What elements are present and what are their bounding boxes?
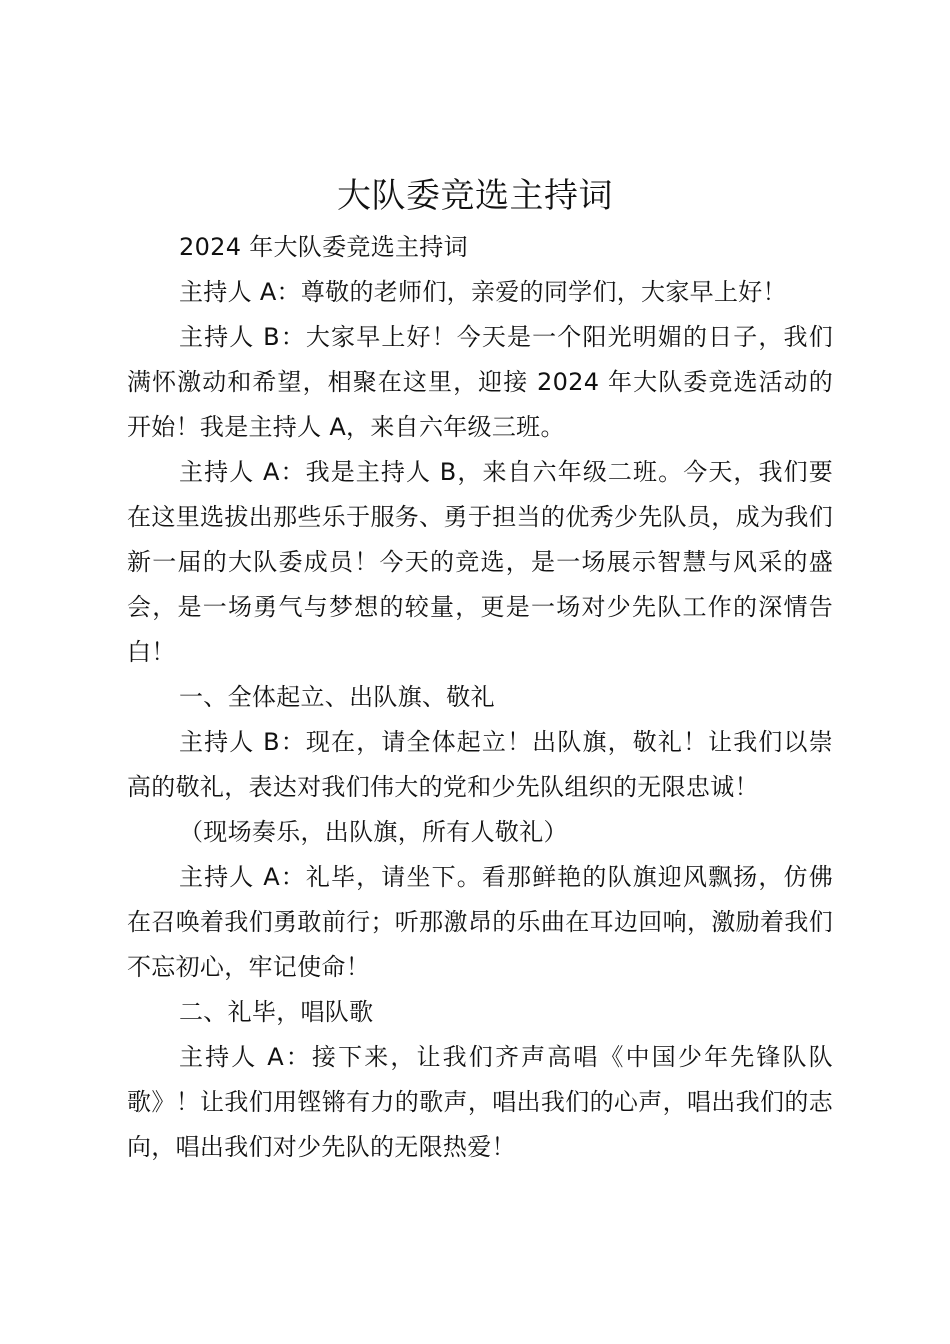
paragraph-anthem-a: 主持人 A：接下来，让我们齐声高唱《中国少年先锋队队歌》！让我们用铿锵有力的歌声，唱出我们的心声，唱出我们的志向，唱出我们对少先队的无限热爱！ xyxy=(127,1043,833,1161)
section-heading-1: 一、全体起立、出队旗、敬礼 xyxy=(179,683,495,711)
paragraph-intro-a: 主持人 A：我是主持人 B，来自六年级二班。今天，我们要在这里选拔出那些乐于服务、勇于担当的优秀少先队员，成为我们新一届的大队委成员！今天的竞选，是一场展示智慧与风采的盛会，是一场勇气与梦想的较量，更是一场对少先队工作的深情告白！ xyxy=(127,458,833,666)
document-body xyxy=(127,225,833,1170)
paragraph-stage-note: （现场奏乐，出队旗，所有人敬礼） xyxy=(179,818,568,846)
paragraph-greeting-a: 主持人 A：尊敬的老师们，亲爱的同学们，大家早上好！ xyxy=(179,278,787,306)
paragraph-greeting-b: 主持人 B：大家早上好！今天是一个阳光明媚的日子，我们满怀激动和希望，相聚在这里，迎接 2024 年大队委竞选活动的开始！我是主持人 A，来自六年级三班。 xyxy=(127,323,833,441)
paragraph-subtitle: 2024 年大队委竞选主持词 xyxy=(179,233,468,261)
paragraph-sitdown-a: 主持人 A：礼毕，请坐下。看那鲜艳的队旗迎风飘扬，仿佛在召唤着我们勇敢前行；听那激昂的乐曲在耳边回响，激励着我们不忘初心，牢记使命！ xyxy=(127,863,833,981)
document-title: 大队委竞选主持词 xyxy=(337,176,613,216)
paragraph-salute-b: 主持人 B：现在，请全体起立！出队旗，敬礼！让我们以崇高的敬礼，表达对我们伟大的党和少先队组织的无限忠诚！ xyxy=(127,728,833,801)
section-heading-2: 二、礼毕，唱队歌 xyxy=(179,998,374,1026)
